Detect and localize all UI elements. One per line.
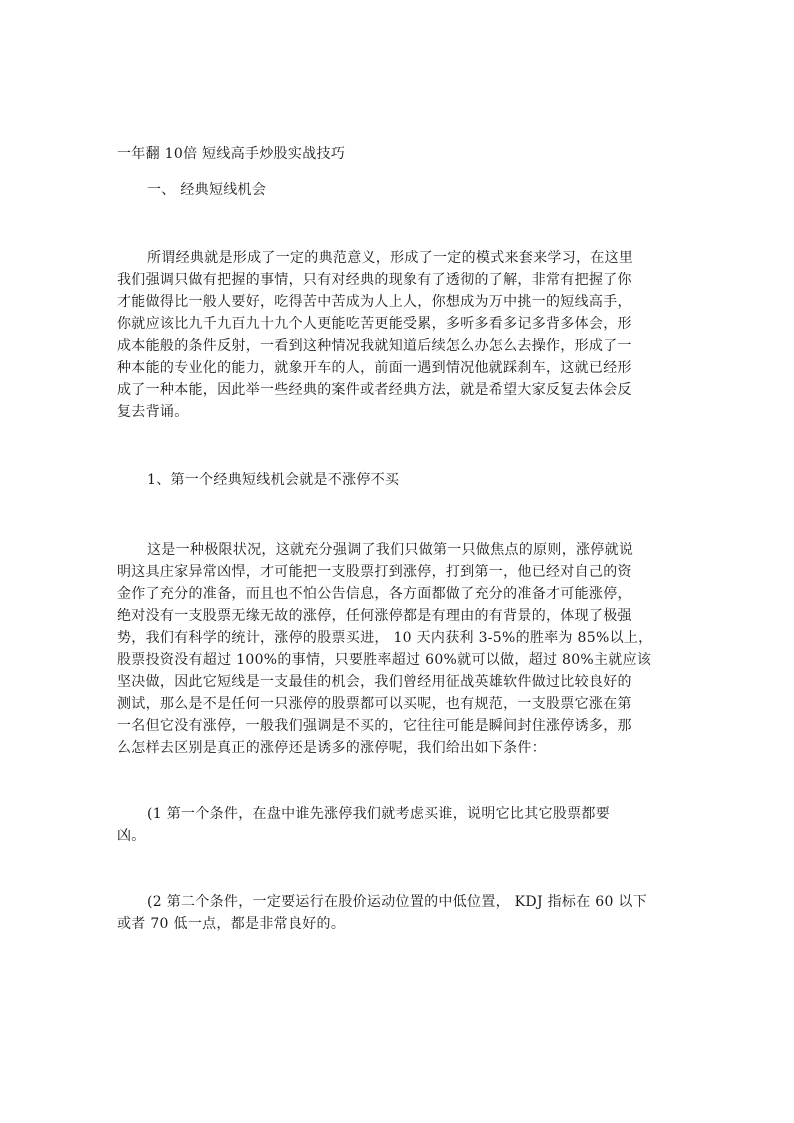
paragraph-line: (1 第一个条件，在盘中谁先涨停我们就考虑买谁，说明它比其它股票都要 [147, 806, 611, 822]
document-title: 一年翻 10倍 短线高手炒股实战技巧 [117, 146, 346, 162]
paragraph-line: 势，我们有科学的统计，涨停的股票买进， 10 天内获利 3-5%的胜率为 85%以上， [117, 630, 653, 646]
paragraph-line: 绝对没有一支股票无缘无故的涨停，任何涨停都是有理由的有背景的，体现了极强 [117, 608, 632, 624]
paragraph-line: 坚决做，因此它短线是一支最佳的机会，我们曾经用征战英雄软件做过比较良好的 [117, 674, 632, 690]
paragraph-line: 金作了充分的准备，而且也不怕公告信息，各方面都做了充分的准备才可能涨停， [117, 586, 632, 602]
paragraph-line: (2 第二个条件，一定要运行在股价运动位置的中低位置， KDJ 指标在 60 以下 [147, 894, 648, 910]
paragraph-line: 测试，那么是不是任何一只涨停的股票都可以买呢，也有规范，一支股票它涨在第 [117, 696, 632, 712]
paragraph-line: 才能做得比一般人要好，吃得苦中苦成为人上人，你想成为万中挑一的短线高手， [117, 294, 632, 310]
paragraph-line: 种本能的专业化的能力，就象开车的人，前面一遇到情况他就踩刹车，这就已经形 [117, 360, 632, 376]
paragraph-line: 凶。 [117, 828, 146, 844]
paragraph-line: 或者 70 低一点，都是非常良好的。 [117, 916, 346, 932]
section-heading: 一、 经典短线机会 [147, 182, 267, 198]
paragraph-line: 成了一种本能，因此举一些经典的案件或者经典方法，就是希望大家反复去体会反 [117, 382, 632, 398]
paragraph-line: 我们强调只做有把握的事情，只有对经典的现象有了透彻的了解，非常有把握了你 [117, 272, 632, 288]
paragraph-line: 复去背诵。 [117, 404, 189, 420]
paragraph-line: 你就应该比九千九百九十九个人更能吃苦更能受累，多听多看多记多背多体会，形 [117, 316, 632, 332]
paragraph-line: 么怎样去区别是真正的涨停还是诱多的涨停呢，我们给出如下条件： [117, 740, 546, 756]
paragraph-line: 所谓经典就是形成了一定的典范意义，形成了一定的模式来套来学习，在这里 [147, 250, 634, 266]
paragraph-line: 一名但它没有涨停，一般我们强调是不买的，它往往可能是瞬间封住涨停诱多，那 [117, 718, 632, 734]
paragraph-line: 成本能般的条件反射，一看到这种情况我就知道后续怎么办怎么去操作，形成了一 [117, 338, 632, 354]
paragraph-line: 这是一种极限状况，这就充分强调了我们只做第一只做焦点的原则，涨停就说 [147, 542, 634, 558]
paragraph-line: 股票投资没有超过 100%的事情，只要胜率超过 60%就可以做，超过 80%主就应该 [117, 652, 652, 668]
subheading: 1、第一个经典短线机会就是不涨停不买 [147, 472, 400, 488]
paragraph-line: 明这具庄家异常凶悍，才可能把一支股票打到涨停，打到第一，他已经对自己的资 [117, 564, 632, 580]
